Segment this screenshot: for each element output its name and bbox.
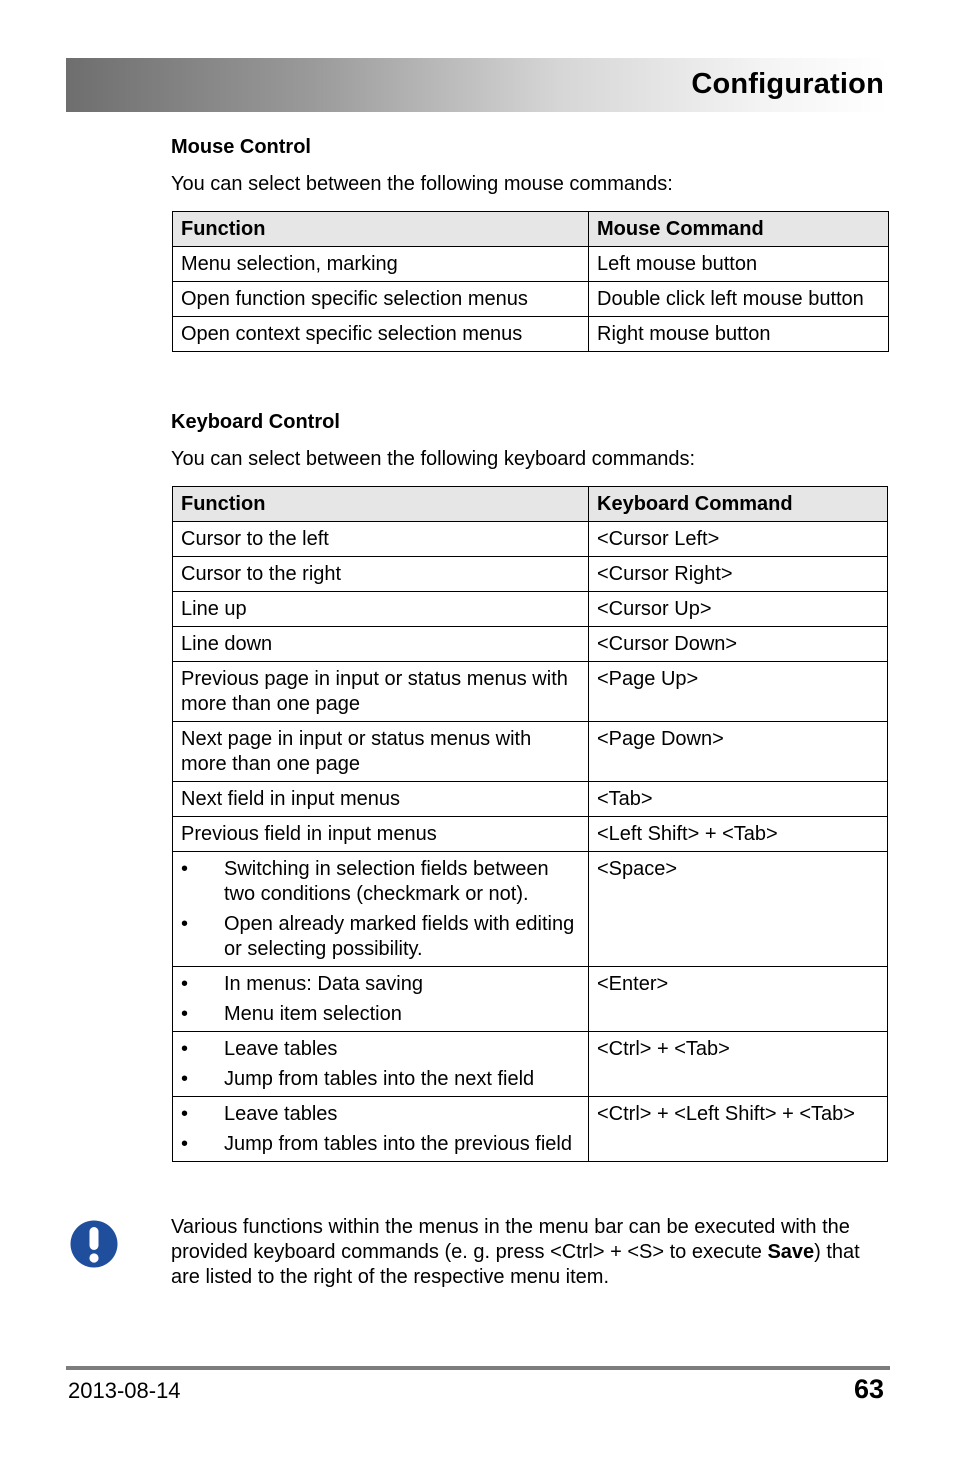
bullet-mark: • — [181, 1038, 189, 1060]
table-row — [173, 627, 888, 662]
list-item — [181, 857, 580, 907]
keyboard-command-table — [172, 486, 888, 1162]
bullet-mark: • — [181, 1003, 189, 1025]
note-text-before: Various functions within the menus in the menu bar can be executed with the provided keyboard commands (e. g. press <Ctrl> + <S> to execute — [171, 1216, 850, 1263]
function-cell: Previous page in input or status menus with more than one page — [173, 662, 589, 722]
keyboard-control-heading: Keyboard Control — [171, 411, 340, 433]
mouse-control-intro: You can select between the following mouse commands: — [171, 173, 673, 195]
footer-divider — [66, 1366, 890, 1370]
chapter-title: Configuration — [691, 68, 884, 100]
footer-date: 2013-08-14 — [68, 1378, 181, 1403]
command-cell: Double click left mouse button — [589, 282, 889, 317]
command-cell: Right mouse button — [589, 317, 889, 352]
function-cell — [173, 1032, 589, 1097]
function-cell: Line down — [173, 627, 589, 662]
bullet-list — [181, 1037, 580, 1092]
note-text-after: ) that are listed to the right of the respective menu item. — [171, 1241, 860, 1288]
function-cell — [173, 852, 589, 967]
command-cell: <Left Shift> + <Tab> — [589, 817, 888, 852]
table-row — [173, 557, 888, 592]
table-row — [173, 662, 888, 722]
list-item — [181, 1067, 580, 1092]
command-cell: <Page Up> — [589, 662, 888, 722]
bullet-mark: • — [181, 858, 189, 880]
function-cell: Menu selection, marking — [173, 247, 589, 282]
command-cell: <Page Down> — [589, 722, 888, 782]
table-row — [173, 722, 888, 782]
table-row — [173, 782, 888, 817]
function-cell: Previous field in input menus — [173, 817, 589, 852]
table-row — [173, 592, 888, 627]
page-number: 63 — [853, 1374, 884, 1404]
command-cell: <Cursor Right> — [589, 557, 888, 592]
function-cell — [173, 967, 589, 1032]
table-row — [173, 852, 888, 967]
command-cell: <Space> — [589, 852, 888, 967]
note-text-bold: Save — [767, 1241, 815, 1263]
command-cell: Left mouse button — [589, 247, 889, 282]
command-cell: <Cursor Down> — [589, 627, 888, 662]
list-item — [181, 1002, 580, 1027]
command-cell: <Cursor Up> — [589, 592, 888, 627]
function-cell: Cursor to the right — [173, 557, 589, 592]
list-item — [181, 1037, 580, 1062]
table-row — [173, 967, 888, 1032]
command-cell: <Ctrl> + <Left Shift> + <Tab> — [589, 1097, 888, 1162]
list-item-text: Jump from tables into the next field — [224, 1068, 535, 1090]
table-row — [173, 817, 888, 852]
command-cell: <Tab> — [589, 782, 888, 817]
keyboard-control-intro: You can select between the following keyboard commands: — [171, 448, 696, 470]
column-header-function: Function — [173, 212, 589, 247]
table-row — [173, 282, 889, 317]
bullet-mark: • — [181, 1103, 189, 1125]
command-cell: <Enter> — [589, 967, 888, 1032]
list-item-text: Leave tables — [224, 1038, 338, 1060]
table-row — [173, 317, 889, 352]
list-item — [181, 1132, 580, 1157]
table-row — [173, 247, 889, 282]
list-item-text: In menus: Data saving — [224, 973, 423, 995]
table-row — [173, 1032, 888, 1097]
function-cell: Open context specific selection menus — [173, 317, 589, 352]
function-cell: Next page in input or status menus with more than one page — [173, 722, 589, 782]
bullet-mark: • — [181, 1068, 189, 1090]
list-item-text: Leave tables — [224, 1103, 338, 1125]
function-cell: Line up — [173, 592, 589, 627]
exclamation-icon — [69, 1219, 119, 1269]
list-item — [181, 1102, 580, 1127]
column-header-keyboard-command: Keyboard Command — [589, 487, 888, 522]
list-item-text: Open already marked fields with editing or selecting possibility. — [224, 913, 575, 960]
function-cell: Cursor to the left — [173, 522, 589, 557]
list-item — [181, 972, 580, 997]
command-cell: <Ctrl> + <Tab> — [589, 1032, 888, 1097]
bullet-mark: • — [181, 973, 189, 995]
mouse-control-heading: Mouse Control — [171, 136, 311, 158]
table-row — [173, 1097, 888, 1162]
bullet-list — [181, 972, 580, 1027]
exclamation-icon-dot — [89, 1253, 98, 1262]
column-header-mouse-command: Mouse Command — [589, 212, 889, 247]
bullet-list — [181, 1102, 580, 1157]
list-item-text: Jump from tables into the previous field — [224, 1133, 572, 1155]
function-cell: Open function specific selection menus — [173, 282, 589, 317]
list-item — [181, 912, 580, 962]
note-paragraph — [171, 1215, 887, 1290]
bullet-mark: • — [181, 913, 189, 935]
table-header-row — [173, 487, 888, 522]
bullet-mark: • — [181, 1133, 189, 1155]
list-item-text: Switching in selection fields between two conditions (checkmark or not). — [224, 858, 549, 905]
exclamation-icon-bar — [90, 1227, 99, 1250]
function-cell: Next field in input menus — [173, 782, 589, 817]
bullet-list — [181, 857, 580, 962]
mouse-command-table — [172, 211, 889, 352]
chapter-header-bar — [66, 58, 888, 112]
table-row — [173, 522, 888, 557]
list-item-text: Menu item selection — [224, 1003, 402, 1025]
table-header-row — [173, 212, 889, 247]
column-header-function: Function — [173, 487, 589, 522]
function-cell — [173, 1097, 589, 1162]
command-cell: <Cursor Left> — [589, 522, 888, 557]
